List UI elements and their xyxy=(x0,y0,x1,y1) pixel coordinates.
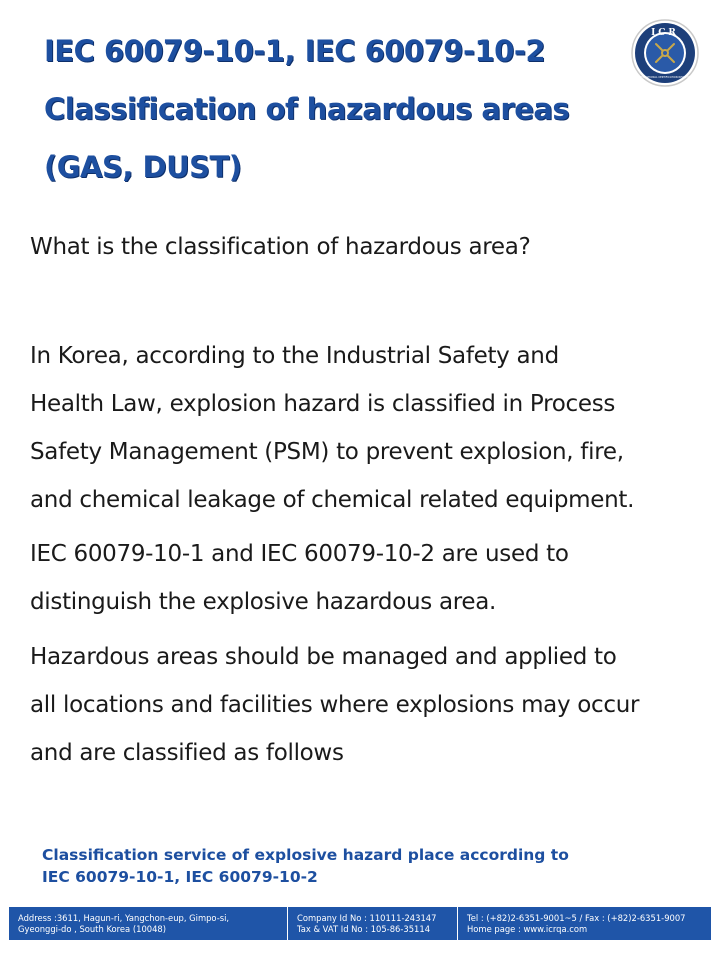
company-id: Company Id No : 110111-243147 xyxy=(297,912,437,923)
paragraph-hazardous-areas xyxy=(30,633,695,777)
caption-line-1: Classification service of explosive hazard place according to xyxy=(42,846,569,864)
text-line: Safety Management (PSM) to prevent explosion, fire, xyxy=(30,439,624,465)
text-line: and chemical leakage of chemical related equipment. xyxy=(30,487,635,513)
tel-fax: Tel : (+82)2-6351-9001~5 / Fax : (+82)2-6351-9007 xyxy=(467,912,686,923)
text-line: In Korea, according to the Industrial Safety and xyxy=(30,343,559,369)
homepage-link[interactable]: Home page : www.icrqa.com xyxy=(467,923,588,934)
footer-address xyxy=(9,907,288,940)
text-line: IEC 60079-10-1 and IEC 60079-10-2 are used to xyxy=(30,541,569,567)
text-line: distinguish the explosive hazardous area. xyxy=(30,589,497,615)
text-line: Health Law, explosion hazard is classified in Process xyxy=(30,391,616,417)
paragraph-standards xyxy=(30,530,695,626)
text-line: and are classified as follows xyxy=(30,740,344,766)
address-line-2: Gyeonggi-do , South Korea (10048) xyxy=(18,923,167,934)
text-line: all locations and facilities where explosions may occur xyxy=(30,692,640,718)
logo-wordmark: ICR xyxy=(651,28,679,38)
address-line-1: Address :3611, Hagun-ri, Yangchon-eup, Gimpo-si, xyxy=(18,912,230,923)
title-line-1: IEC 60079-10-1, IEC 60079-10-2 xyxy=(44,34,546,68)
caption-line-2: IEC 60079-10-1, IEC 60079-10-2 xyxy=(42,868,318,886)
tax-id: Tax & VAT Id No : 105-86-35114 xyxy=(297,923,431,934)
service-caption xyxy=(42,844,662,888)
question-heading: What is the classification of hazardous area? xyxy=(30,234,531,260)
footer-contact xyxy=(458,907,711,940)
icr-seal-logo xyxy=(630,18,700,88)
title-line-3: (GAS, DUST) xyxy=(44,150,242,184)
paragraph-psm xyxy=(30,332,695,524)
logo-ring-text: INTERNATIONAL CERTIFICATION REGISTRAR xyxy=(636,76,694,79)
footer-company-ids xyxy=(288,907,458,940)
page-title xyxy=(44,22,614,196)
title-line-2: Classification of hazardous areas xyxy=(44,92,570,126)
text-line: Hazardous areas should be managed and applied to xyxy=(30,644,617,670)
footer-bar xyxy=(9,907,711,940)
